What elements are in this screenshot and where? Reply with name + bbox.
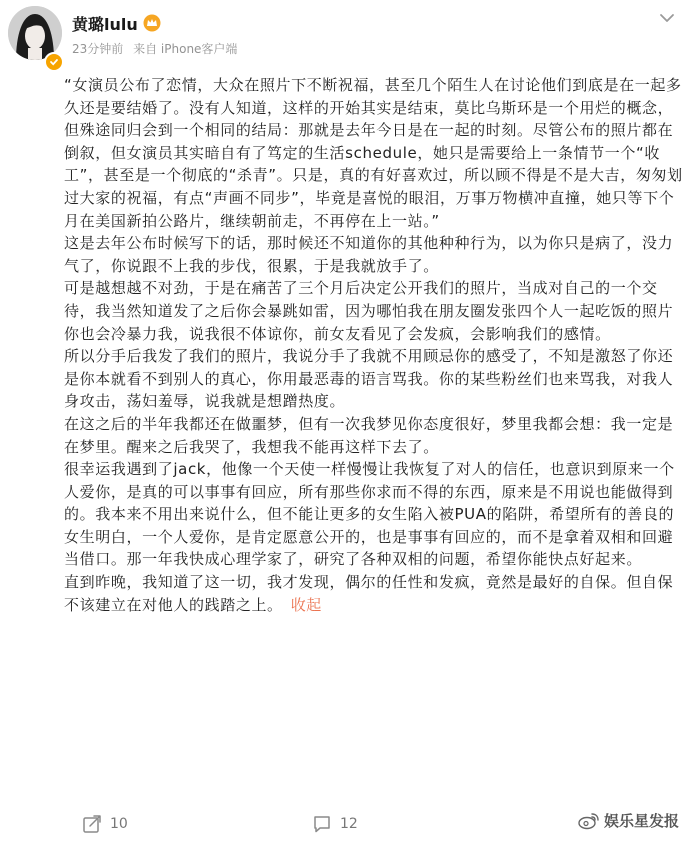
author-row (72, 10, 161, 36)
post-time: 23分钟前 (72, 42, 124, 56)
comment-icon (312, 814, 332, 834)
author-name[interactable]: 黄璐lulu (72, 14, 138, 34)
watermark (578, 810, 679, 831)
watermark-text: 娱乐星发报 (603, 812, 679, 830)
share-icon (82, 814, 102, 834)
post-paragraph: 很幸运我遇到了jack，他像一个天使一样慢慢让我恢复了对人的信任，也意识到原来一个人爱你，是真的可以事事有回应，所有那些你求而不得的东西，原来是不用说也能做得到的。我本来不用出来说什么，但不能让更多的女生陷入被PUA的陷阱，希望所有的善良的女生明白，一个人爱你，是肯定愿意公开的，也是事事有回应的，而不是拿着双相和回避当借口。那一年我快成心理学家了，研究了各种双相的问题，希望你能快点好起来。 (64, 460, 675, 569)
post-paragraph-last (64, 571, 684, 616)
post-paragraph: 可是越想越不对劲，于是在痛苦了三个月后决定公开我们的照片，当成对自己的一个交待，我当然知道发了之后你会暴跳如雷，因为哪怕我在朋友圈发张四个人一起吃饭的照片你也会冷暴力我，说我很不体谅你，前女友看见了会发疯，会影响我们的感情。 (64, 279, 674, 343)
comment-count: 12 (340, 816, 358, 832)
weibo-logo-icon (578, 812, 600, 830)
verified-badge-icon (44, 52, 64, 72)
share-count: 10 (110, 816, 128, 832)
post-paragraph: 这是去年公布时候写下的话，那时候还不知道你的其他种种行为，以为你只是病了，没力气了，你说跟不上我的步伐，很累，于是我就放手了。 (64, 234, 674, 275)
post-content (64, 74, 684, 616)
post-source: 来自 iPhone客户端 (133, 42, 238, 56)
crown-icon (143, 14, 161, 32)
post-meta (72, 40, 243, 57)
post-header (0, 0, 687, 72)
post-paragraph: 所以分手后我发了我们的照片，我说分手了我就不用顾忌你的感受了，不知是激怒了你还是你本就看不到别人的真心，你用最恶毒的语言骂我。你的某些粉丝们也来骂我，对我人身攻击，荡妇羞辱，说我就是想蹭热度。 (64, 347, 674, 411)
post-paragraph-text: 直到昨晚，我知道了这一切，我才发现，偶尔的任性和发疯，竟然是最好的自保。但自保不该建立在对他人的践踏之上。 (64, 573, 674, 614)
post-paragraph: “女演员公布了恋情，大众在照片下不断祝福，甚至几个陌生人在讨论他们到底是在一起多久还是要结婚了。没有人知道，这样的开始其实是结束，莫比乌斯环是一个用烂的概念，但殊途同归会到一个相同的结局：那就是去年今日是在一起的时刻。尽管公布的照片都在倒叙，但女演员其实暗自有了笃定的生活schedule，她只是需要给上一条情节一个“收工”，甚至是一个彻底的“杀青”。只是，真的有好喜欢过，所以顾不得是不是大吉，匆匆划过大家的祝福，有点“声画不同步”，毕竟是喜悦的眼泪，万事万物横冲直撞，她只等下个月在美国新拍公路片，继续朝前走，不再停在上一站。” (64, 76, 683, 230)
collapse-link[interactable]: 收起 (290, 595, 322, 614)
share-button[interactable] (82, 814, 128, 834)
chevron-down-icon[interactable] (657, 8, 677, 28)
post-paragraph: 在这之后的半年我都还在做噩梦，但有一次我梦见你态度很好，梦里我都会想：我一定是在梦里。醒来之后我哭了，我想我不能再这样下去了。 (64, 414, 674, 456)
post-footer (0, 808, 687, 848)
comment-button[interactable] (312, 814, 358, 834)
